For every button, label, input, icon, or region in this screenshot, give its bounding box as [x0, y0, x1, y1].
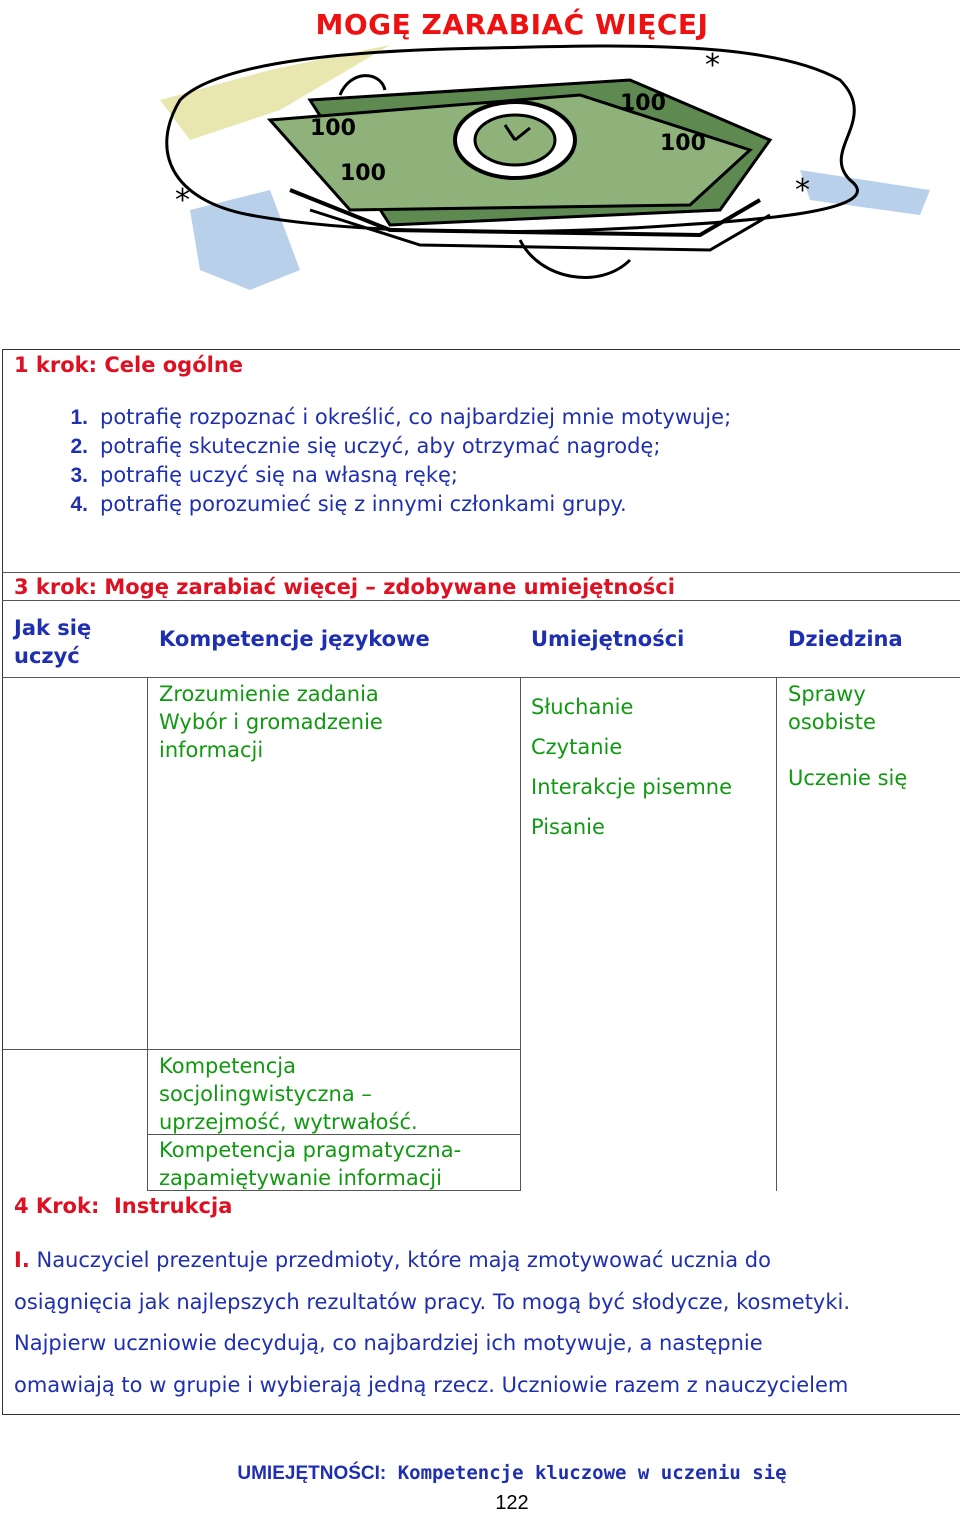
step1-heading: 1 krok: Cele ogólne — [14, 353, 244, 377]
header-competences: Kompetencje językowe — [159, 627, 430, 651]
svg-text:*: * — [175, 183, 190, 218]
list-item: 3. potrafię uczyć się na własną rękę; — [70, 463, 459, 487]
blue-shape-right — [800, 170, 930, 215]
step4-heading: 4 Krok: Instrukcja — [14, 1194, 233, 1218]
skill-item: Słuchanie — [531, 695, 634, 719]
page-title: MOGĘ ZARABIAĆ WIĘCEJ — [315, 8, 709, 41]
list-item: 1. potrafię rozpoznać i określić, co najbardziej mnie motywuje; — [70, 405, 732, 429]
header-domain: Dziedzina — [788, 627, 903, 651]
instruction-paragraph — [14, 1240, 949, 1406]
sociolinguistic-competence: Kompetencja socjolingwistyczna – uprzejmość, wytrwałość. — [159, 1054, 418, 1134]
svg-text:*: * — [705, 48, 720, 83]
step3-heading: 3 krok: Mogę zarabiać więcej – zdobywane umiejętności — [14, 575, 675, 599]
skill-item: Pisanie — [531, 815, 605, 839]
paragraph-line: I. Nauczyciel prezentuje przedmioty, które mają zmotywować ucznia do — [14, 1248, 771, 1272]
pragmatic-competence: Kompetencja pragmatyczna- zapamiętywanie informacji — [159, 1138, 462, 1190]
svg-text:*: * — [795, 173, 810, 208]
blue-shape — [190, 190, 300, 290]
list-item: 2. potrafię skutecznie się uczyć, aby otrzymać nagrodę; — [70, 434, 661, 458]
money-illustration — [160, 40, 940, 305]
domain-item: Sprawy osobiste — [788, 682, 876, 734]
header-how-to-learn: Jak się uczyć — [14, 616, 92, 668]
header-skills: Umiejętności — [531, 627, 685, 651]
svg-text:100: 100 — [340, 161, 386, 186]
svg-text:100: 100 — [310, 116, 356, 141]
svg-text:100: 100 — [660, 131, 706, 156]
competence-item: Wybór i gromadzenie informacji — [159, 710, 383, 762]
paragraph-line: Najpierw uczniowie decydują, co najbardziej ich motywuje, a następnie — [14, 1331, 763, 1355]
skill-item: Czytanie — [531, 735, 623, 759]
competence-item: Zrozumienie zadania — [159, 682, 379, 706]
skill-item: Interakcje pisemne — [531, 775, 733, 799]
paragraph-line: omawiają to w grupie i wybierają jedną rzecz. Uczniowie razem z nauczycielem — [14, 1372, 849, 1397]
paragraph-line: osiągnięcia jak najlepszych rezultatów pracy. To mogą być słodycze, kosmetyki. — [14, 1289, 851, 1314]
domain-item: Uczenie się — [788, 766, 908, 790]
curl-top — [340, 76, 385, 95]
svg-text:100: 100 — [620, 91, 666, 116]
page-number: 122 — [495, 1492, 529, 1514]
page-footer: UMIEJĘTNOŚCI: Kompetencje kluczowe w uczeniu się — [237, 1462, 787, 1484]
list-item: 4. potrafię porozumieć się z innymi członkami grupy. — [70, 492, 627, 516]
goals-list — [12, 403, 731, 519]
